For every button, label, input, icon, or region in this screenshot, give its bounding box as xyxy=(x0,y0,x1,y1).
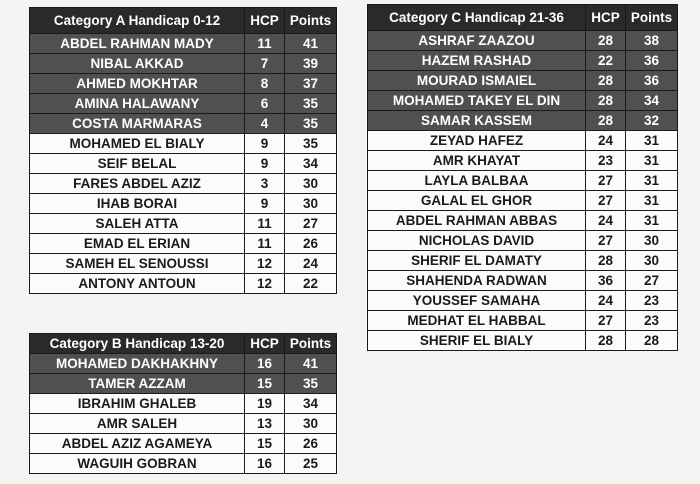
hcp-value: 27 xyxy=(586,311,626,331)
points-value: 41 xyxy=(285,34,337,54)
points-value: 41 xyxy=(285,354,337,374)
player-name: NIBAL AKKAD xyxy=(30,54,245,74)
points-value: 39 xyxy=(285,54,337,74)
table-row xyxy=(30,174,337,194)
hcp-value: 11 xyxy=(245,34,285,54)
points-value: 35 xyxy=(285,114,337,134)
table-row xyxy=(368,311,678,331)
category-c-points-header: Points xyxy=(626,5,678,31)
table-row xyxy=(30,74,337,94)
table-row xyxy=(368,71,678,91)
category-b-title: Category B Handicap 13-20 xyxy=(30,334,245,354)
player-name: ABDEL AZIZ AGAMEYA xyxy=(30,434,245,454)
hcp-value: 16 xyxy=(245,354,285,374)
table-row xyxy=(30,454,337,474)
hcp-value: 24 xyxy=(586,131,626,151)
points-value: 30 xyxy=(285,414,337,434)
player-name: IBRAHIM GHALEB xyxy=(30,394,245,414)
hcp-value: 12 xyxy=(245,274,285,294)
points-value: 26 xyxy=(285,434,337,454)
player-name: NICHOLAS DAVID xyxy=(368,231,586,251)
player-name: SHERIF EL DAMATY xyxy=(368,251,586,271)
player-name: ABDEL RAHMAN MADY xyxy=(30,34,245,54)
points-value: 27 xyxy=(285,214,337,234)
hcp-value: 9 xyxy=(245,134,285,154)
category-c-title: Category C Handicap 21-36 xyxy=(368,5,586,31)
player-name: MOHAMED EL BIALY xyxy=(30,134,245,154)
points-value: 35 xyxy=(285,374,337,394)
player-name: MOHAMED DAKHAKHNY xyxy=(30,354,245,374)
table-row xyxy=(368,331,678,351)
table-row xyxy=(30,134,337,154)
table-row xyxy=(30,54,337,74)
hcp-value: 28 xyxy=(586,111,626,131)
hcp-value: 28 xyxy=(586,31,626,51)
player-name: SHERIF EL BIALY xyxy=(368,331,586,351)
hcp-value: 16 xyxy=(245,454,285,474)
points-value: 28 xyxy=(626,331,678,351)
table-row xyxy=(30,234,337,254)
hcp-value: 19 xyxy=(245,394,285,414)
category-c-hcp-header: HCP xyxy=(586,5,626,31)
table-row xyxy=(30,434,337,454)
player-name: SEIF BELAL xyxy=(30,154,245,174)
points-value: 30 xyxy=(285,174,337,194)
points-value: 34 xyxy=(285,154,337,174)
player-name: ASHRAF ZAAZOU xyxy=(368,31,586,51)
table-row xyxy=(368,51,678,71)
hcp-value: 15 xyxy=(245,374,285,394)
table-row xyxy=(368,31,678,51)
category-a-title: Category A Handicap 0-12 xyxy=(30,8,245,34)
player-name: GALAL EL GHOR xyxy=(368,191,586,211)
category-c-table xyxy=(367,4,678,351)
points-value: 22 xyxy=(285,274,337,294)
table-row xyxy=(30,214,337,234)
category-b-header-row xyxy=(30,334,337,354)
hcp-value: 9 xyxy=(245,154,285,174)
hcp-value: 15 xyxy=(245,434,285,454)
hcp-value: 11 xyxy=(245,234,285,254)
hcp-value: 27 xyxy=(586,231,626,251)
table-row xyxy=(368,151,678,171)
player-name: WAGUIH GOBRAN xyxy=(30,454,245,474)
points-value: 24 xyxy=(285,254,337,274)
points-value: 34 xyxy=(626,91,678,111)
hcp-value: 13 xyxy=(245,414,285,434)
hcp-value: 36 xyxy=(586,271,626,291)
hcp-value: 12 xyxy=(245,254,285,274)
player-name: AMR KHAYAT xyxy=(368,151,586,171)
player-name: FARES ABDEL AZIZ xyxy=(30,174,245,194)
player-name: SALEH ATTA xyxy=(30,214,245,234)
hcp-value: 28 xyxy=(586,91,626,111)
hcp-value: 27 xyxy=(586,171,626,191)
table-row xyxy=(30,354,337,374)
player-name: AMINA HALAWANY xyxy=(30,94,245,114)
points-value: 25 xyxy=(285,454,337,474)
points-value: 31 xyxy=(626,131,678,151)
table-row xyxy=(30,274,337,294)
player-name: HAZEM RASHAD xyxy=(368,51,586,71)
player-name: IHAB BORAI xyxy=(30,194,245,214)
table-row xyxy=(368,231,678,251)
points-value: 30 xyxy=(626,251,678,271)
player-name: SAMAR KASSEM xyxy=(368,111,586,131)
player-name: YOUSSEF SAMAHA xyxy=(368,291,586,311)
category-b-table xyxy=(29,333,337,474)
points-value: 31 xyxy=(626,171,678,191)
table-row xyxy=(368,251,678,271)
points-value: 36 xyxy=(626,71,678,91)
points-value: 23 xyxy=(626,311,678,331)
player-name: ZEYAD HAFEZ xyxy=(368,131,586,151)
player-name: COSTA MARMARAS xyxy=(30,114,245,134)
table-row xyxy=(30,414,337,434)
points-value: 37 xyxy=(285,74,337,94)
category-a-table xyxy=(29,7,337,294)
table-row xyxy=(368,91,678,111)
hcp-value: 7 xyxy=(245,54,285,74)
player-name: ABDEL RAHMAN ABBAS xyxy=(368,211,586,231)
player-name: LAYLA BALBAA xyxy=(368,171,586,191)
points-value: 30 xyxy=(285,194,337,214)
points-value: 35 xyxy=(285,134,337,154)
table-row xyxy=(30,374,337,394)
player-name: AMR SALEH xyxy=(30,414,245,434)
table-row xyxy=(30,114,337,134)
points-value: 32 xyxy=(626,111,678,131)
table-row xyxy=(30,34,337,54)
hcp-value: 28 xyxy=(586,71,626,91)
table-row xyxy=(30,254,337,274)
table-row xyxy=(368,191,678,211)
hcp-value: 11 xyxy=(245,214,285,234)
category-a-hcp-header: HCP xyxy=(245,8,285,34)
hcp-value: 4 xyxy=(245,114,285,134)
points-value: 31 xyxy=(626,151,678,171)
points-value: 23 xyxy=(626,291,678,311)
points-value: 31 xyxy=(626,211,678,231)
category-a-points-header: Points xyxy=(285,8,337,34)
player-name: MOHAMED TAKEY EL DIN xyxy=(368,91,586,111)
hcp-value: 23 xyxy=(586,151,626,171)
hcp-value: 8 xyxy=(245,74,285,94)
table-row xyxy=(30,154,337,174)
hcp-value: 9 xyxy=(245,194,285,214)
table-row xyxy=(368,111,678,131)
points-value: 38 xyxy=(626,31,678,51)
hcp-value: 24 xyxy=(586,211,626,231)
points-value: 36 xyxy=(626,51,678,71)
points-value: 30 xyxy=(626,231,678,251)
player-name: EMAD EL ERIAN xyxy=(30,234,245,254)
table-row xyxy=(368,271,678,291)
player-name: SAMEH EL SENOUSSI xyxy=(30,254,245,274)
points-value: 35 xyxy=(285,94,337,114)
category-c-header-row xyxy=(368,5,678,31)
category-b-points-header: Points xyxy=(285,334,337,354)
player-name: ANTONY ANTOUN xyxy=(30,274,245,294)
category-a-header-row xyxy=(30,8,337,34)
player-name: AHMED MOKHTAR xyxy=(30,74,245,94)
hcp-value: 22 xyxy=(586,51,626,71)
table-row xyxy=(368,171,678,191)
hcp-value: 27 xyxy=(586,191,626,211)
table-row xyxy=(368,131,678,151)
player-name: TAMER AZZAM xyxy=(30,374,245,394)
player-name: MOURAD ISMAIEL xyxy=(368,71,586,91)
table-row xyxy=(30,194,337,214)
hcp-value: 3 xyxy=(245,174,285,194)
hcp-value: 28 xyxy=(586,331,626,351)
player-name: SHAHENDA RADWAN xyxy=(368,271,586,291)
table-row xyxy=(30,94,337,114)
points-value: 26 xyxy=(285,234,337,254)
category-b-hcp-header: HCP xyxy=(245,334,285,354)
hcp-value: 6 xyxy=(245,94,285,114)
table-row xyxy=(368,291,678,311)
hcp-value: 28 xyxy=(586,251,626,271)
table-row xyxy=(368,211,678,231)
points-value: 27 xyxy=(626,271,678,291)
points-value: 34 xyxy=(285,394,337,414)
hcp-value: 24 xyxy=(586,291,626,311)
player-name: MEDHAT EL HABBAL xyxy=(368,311,586,331)
points-value: 31 xyxy=(626,191,678,211)
table-row xyxy=(30,394,337,414)
